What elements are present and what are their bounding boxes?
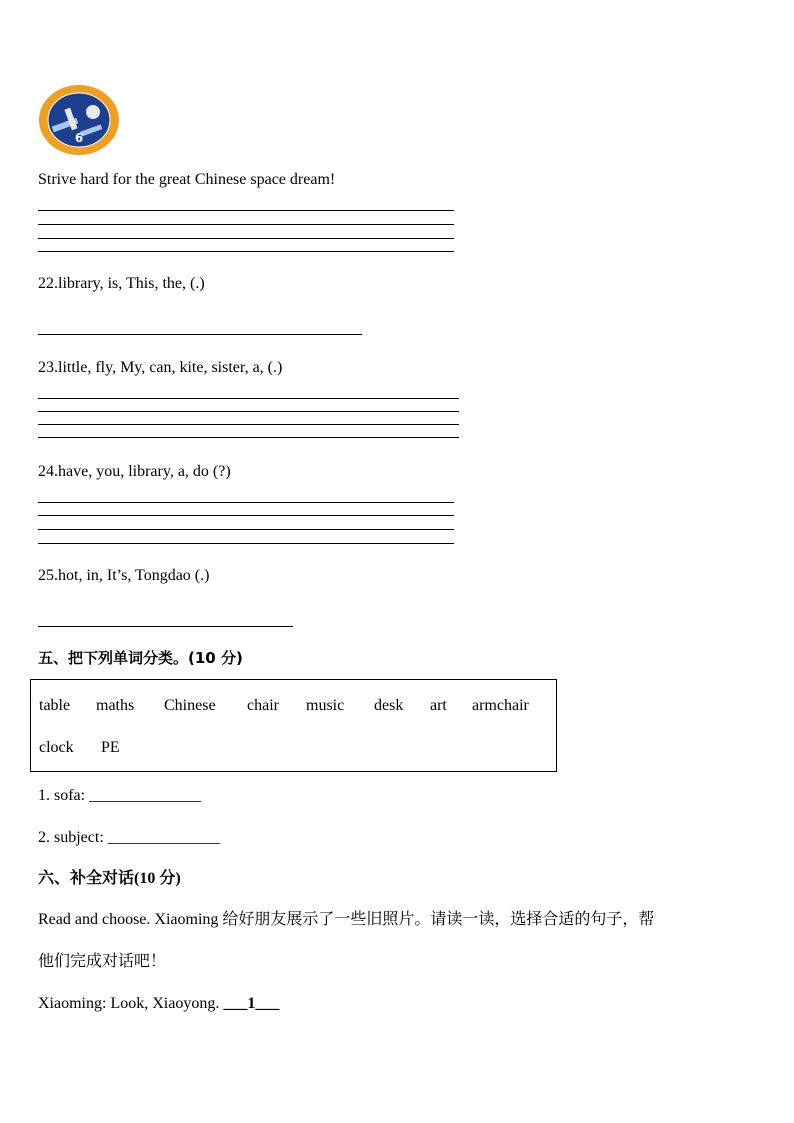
writing-line <box>38 251 454 252</box>
section-6-instruction-cont: 他们完成对话吧！ <box>38 953 167 970</box>
question-24: 24.have, you, library, a, do (?) <box>38 463 231 480</box>
writing-line <box>38 543 454 544</box>
answer-line-25[interactable] <box>38 626 293 627</box>
answer-line-22[interactable] <box>38 334 362 335</box>
classify-sofa[interactable]: 1. sofa: ______________ <box>38 787 202 804</box>
word-desk: desk <box>374 697 404 714</box>
writing-line <box>38 529 454 530</box>
answer-line-23[interactable] <box>38 398 459 399</box>
word-box <box>30 679 557 772</box>
section-6-instruction: Read and choose. Xiaoming 给好朋友展示了一些旧照片。请读一读，选择合适的句子，帮 <box>38 911 655 928</box>
writing-line <box>38 424 459 425</box>
word-art: art <box>430 697 447 714</box>
slogan: Strive hard for the great Chinese space dream! <box>38 171 336 188</box>
writing-line <box>38 411 459 412</box>
word-chair: chair <box>247 697 279 714</box>
classify-subject[interactable]: 2. subject: ______________ <box>38 829 220 846</box>
word-pe: PE <box>101 739 120 756</box>
answer-line-24[interactable] <box>38 502 454 503</box>
word-maths: maths <box>96 697 135 714</box>
word-chinese: Chinese <box>164 697 216 714</box>
section-6-heading: 六、补全对话(10 分) <box>38 870 181 887</box>
dialogue-line-1 <box>38 994 279 1014</box>
question-25: 25.hot, in, It’s, Tongdao (.) <box>38 567 210 584</box>
question-23: 23.little, fly, My, can, kite, sister, a, (.) <box>38 359 283 376</box>
mission-logo <box>38 84 120 156</box>
question-22: 22.library, is, This, the, (.) <box>38 275 205 292</box>
word-armchair: armchair <box>472 697 529 714</box>
writing-line <box>38 437 459 438</box>
word-table: table <box>39 697 71 714</box>
writing-line <box>38 238 454 239</box>
word-music: music <box>306 697 345 714</box>
writing-line <box>38 224 454 225</box>
word-clock: clock <box>39 739 74 756</box>
writing-line <box>38 210 454 211</box>
writing-line <box>38 515 454 516</box>
logo-number: 6 <box>74 131 84 145</box>
dialogue-blank-1[interactable]: ___1___ <box>223 995 280 1012</box>
dialogue-speaker-text: Xiaoming: Look, Xiaoyong. <box>38 995 224 1012</box>
section-5-heading: 五、把下列单词分类。(10 分) <box>38 649 243 667</box>
